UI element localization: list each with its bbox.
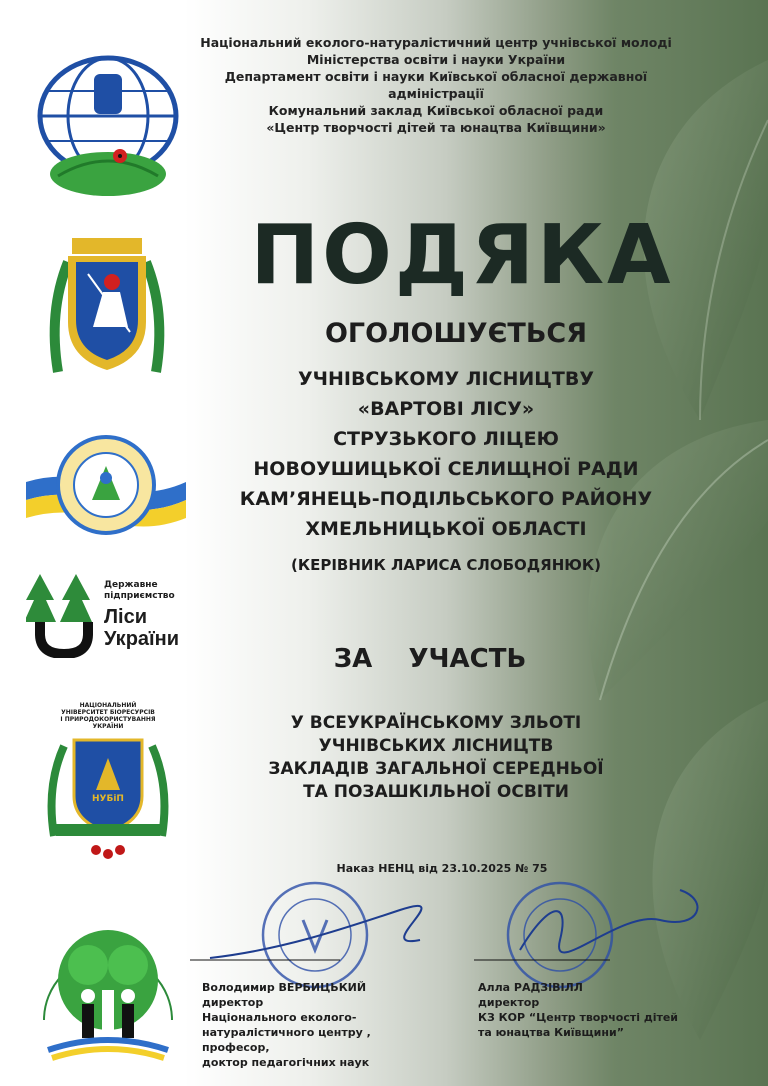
ctdyu-logo xyxy=(26,430,186,540)
page-title: ПОДЯКА xyxy=(250,208,674,303)
tovarystvo-logo xyxy=(28,900,188,1070)
header-line-2: Міністерства освіти і науки України xyxy=(306,52,566,67)
recipient-line-2: «ВАРТОВІ ЛІСУ» xyxy=(357,398,535,420)
event-line-4: ТА ПОЗАШКІЛЬНОЇ ОСВІТИ xyxy=(303,782,569,802)
kyiv-oblast-coat-of-arms xyxy=(38,232,176,382)
left-signatory-org-2: натуралістичного центру , професор, xyxy=(202,1026,371,1054)
lisy-small-line-1: Державне xyxy=(104,580,158,590)
right-signatory-position: директор xyxy=(478,996,540,1009)
left-signatory-org-1: Національного еколого- xyxy=(202,1011,357,1024)
nubip-shield-label: НУБіП xyxy=(92,794,124,804)
nenc-globe-ladybug-icon xyxy=(28,36,188,204)
event-block xyxy=(186,712,686,804)
header-block xyxy=(176,34,696,136)
right-signature-icon xyxy=(520,890,697,952)
header-line-3: Департамент освіти і науки Київської обласної державної адміністрації xyxy=(224,69,648,101)
left-stamp-icon xyxy=(263,883,367,987)
recipient-line-3: СТРУЗЬКОГО ЛІЦЕЮ xyxy=(333,428,559,450)
recipient-line-4: НОВОУШИЦЬКОЇ СЕЛИЩНОЇ РАДИ xyxy=(253,458,639,480)
recipient-line-5: КАМ’ЯНЕЦЬ-ПОДІЛЬСЬКОГО РАЙОНУ xyxy=(239,488,653,510)
lisy-big-line-2: України xyxy=(104,628,180,650)
left-signatory-degree: доктор педагогічних наук xyxy=(202,1056,370,1069)
header-line-4: Комунальний заклад Київської обласної ради xyxy=(268,103,604,118)
ctdyu-kyivshchyny-icon xyxy=(26,430,186,540)
right-stamp-icon xyxy=(508,883,612,987)
lisy-small-line-2: підприємство xyxy=(104,591,175,601)
lisy-ukrainy-logo xyxy=(26,574,206,658)
header-line-1: Національний еколого-натуралістичний центр учнівської молоді xyxy=(200,35,672,50)
nenc-logo xyxy=(28,36,188,204)
header-line-5: «Центр творчості дітей та юнацтва Київщини» xyxy=(266,120,606,135)
recipient-line-1: УЧНІВСЬКОМУ ЛІСНИЦТВУ xyxy=(297,368,595,390)
tovarystvo-lisivnykiv-icon xyxy=(28,900,188,1070)
event-line-3: ЗАКЛАДІВ ЗАГАЛЬНОЇ СЕРЕДНЬОЇ xyxy=(268,759,604,779)
left-signatory-name: Володимир ВЕРБИЦЬКИЙ xyxy=(202,981,367,994)
left-signatory-position: директор xyxy=(202,996,264,1009)
right-signatory-org-2: та юнацтва Київщини” xyxy=(478,1026,624,1039)
nubip-top-line-3: І ПРИРОДОКОРИСТУВАННЯ УКРАЇНИ xyxy=(60,716,156,730)
leader-line: (КЕРІВНИК ЛАРИСА СЛОБОДЯНЮК) xyxy=(290,556,601,574)
for-participation-heading: ЗА УЧАСТЬ xyxy=(333,644,527,674)
recipient-block xyxy=(196,364,696,544)
order-line: Наказ НЕНЦ від 23.10.2025 № 75 xyxy=(336,862,548,875)
left-signatory xyxy=(202,980,442,1070)
nubip-logo xyxy=(46,702,170,862)
event-line-2: УЧНІВСЬКИХ ЛІСНИЦТВ xyxy=(318,736,554,756)
lisy-ukrainy-tree-icon xyxy=(26,574,96,658)
nubip-top-line-2: УНІВЕРСИТЕТ БІОРЕСУРСІВ xyxy=(61,709,155,716)
right-signatory-org-1: КЗ КОР “Центр творчості дітей xyxy=(478,1011,679,1024)
kyiv-oblast-coat-of-arms-icon xyxy=(38,232,176,382)
announce-heading: ОГОЛОШУЄТЬСЯ xyxy=(324,318,588,349)
right-signatory-name: Алла РАДЗІВІЛЛ xyxy=(478,981,583,994)
lisy-big-line-1: Ліси xyxy=(104,606,148,628)
nubip-top-line-1: НАЦІОНАЛЬНИЙ xyxy=(79,702,137,709)
recipient-line-6: ХМЕЛЬНИЦЬКОЇ ОБЛАСТІ xyxy=(305,518,587,540)
right-signatory xyxy=(478,980,718,1040)
event-line-1: У ВСЕУКРАЇНСЬКОМУ ЗЛЬОТІ xyxy=(290,713,582,733)
